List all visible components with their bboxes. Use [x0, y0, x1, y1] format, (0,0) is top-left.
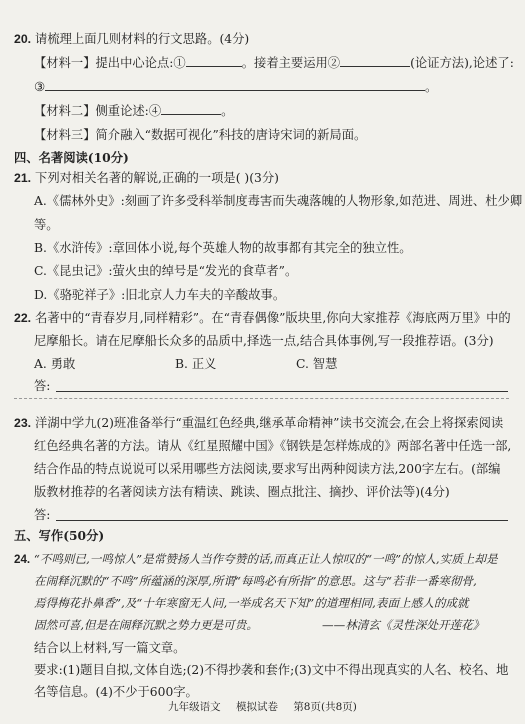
q21-option-b: B.《水浒传》:章回体小说,每个英雄人物的故事都有其完全的独立性。	[34, 241, 412, 255]
page-footer	[0, 699, 525, 714]
q20-m1-part-d: ③	[34, 80, 46, 94]
dashed-divider	[14, 398, 509, 399]
section-4-heading: 四、名著阅读(10分)	[14, 150, 129, 165]
q24-task: 结合以上材料,写一篇文章。	[34, 641, 186, 655]
q23-text-1: 洋湖中学九(2)班准备举行“重温红色经典,继承革命精神”读书交流会,在会上将探索阅读	[35, 416, 504, 430]
q24-quote-4: 固然可喜,但是在闹释沉默之势力更是可贵。	[34, 618, 258, 632]
answer-blank-1[interactable]	[186, 55, 242, 67]
q21-number: 21.	[14, 171, 32, 185]
q23-number: 23.	[14, 416, 32, 430]
q20-material1-cont	[34, 79, 437, 95]
footer-subject: 九年级语文	[168, 701, 221, 713]
q22-option-c: C. 智慧	[296, 357, 338, 371]
q24-requirements-2: 名等信息。(4)不少于600字。	[34, 685, 198, 699]
q22-number: 22.	[14, 311, 32, 325]
q20-m1-part-b: 。接着主要运用②	[241, 56, 341, 70]
q24-quote-3: 焉得梅花扑鼻香”,及“十年寒窗无人问,一举成名天下知”的道理相同,表面上感人的成就	[34, 596, 469, 610]
q24-quote-text-1: “不鸣则已,一鸣惊人”是常赞扬人当作夸赞的话,而真正让人惊叹的“一鸣”的惊人,实质上却是	[33, 552, 498, 566]
section-5-heading: 五、写作(50分)	[14, 528, 105, 543]
q21-option-a-cont: 等。	[34, 218, 59, 232]
q22-text-1: 名著中的“青春岁月,同样精彩”。在“青春偶像”版块里,你向大家推荐《海底两万里》中的	[35, 311, 511, 325]
answer-blank-4[interactable]	[161, 103, 221, 115]
q23-answer-label: 答:	[34, 508, 51, 522]
q22-line-1	[14, 310, 511, 326]
q24-number: 24.	[14, 553, 31, 566]
q22-option-a: A. 勇敢	[34, 357, 76, 371]
q20-text: 请梳理上面几则材料的行文思路。(4分)	[35, 32, 250, 46]
footer-page-number: 第8页(共8页)	[293, 701, 357, 713]
footer-exam-type: 模拟试卷	[235, 701, 278, 713]
q22-answer-label: 答:	[34, 379, 51, 393]
q23-answer-line[interactable]	[56, 520, 508, 521]
q23-line-1	[14, 415, 503, 431]
q21-prompt	[14, 170, 279, 186]
q20-material3: 【材料三】简介融入“数据可视化”科技的唐诗宋词的新局面。	[34, 128, 367, 142]
q20-m1-part-a: 【材料一】提出中心论点:①	[34, 56, 186, 70]
q20-m1-part-c: (论证方法),论述了:	[410, 56, 514, 70]
q20-material1	[34, 55, 514, 71]
q20-m2-part-b: 。	[221, 104, 234, 118]
q21-option-a: A.《儒林外史》:刻画了许多受科举制度毒害而失魂落魄的人物形象,如范进、周进、杜少卿	[34, 194, 523, 208]
q24-quote-2: 在闹释沉默的“不鸣”所蕴涵的深厚,所谓“每鸣必有所指”的意思。这与“若非一番寒彻骨,	[34, 574, 477, 588]
q22-line-2: 尼摩船长。请在尼摩船长众多的品质中,择选一点,结合具体事例,写一段推荐语。(3分)	[34, 334, 494, 348]
q21-option-c: C.《昆虫记》:萤火虫的绰号是“发光的食草者”。	[34, 264, 298, 278]
q23-line-2: 红色经典名著的方法。请从《红星照耀中国》《钢铁是怎样炼成的》两部名著中任选一部,	[34, 439, 512, 453]
q20-prompt	[14, 31, 249, 47]
q24-quote-1	[14, 551, 498, 568]
q24-requirements-1: 要求:(1)题目自拟,文体自选;(2)不得抄袭和套作;(3)文中不得出现真实的人名、校名、地	[34, 663, 509, 677]
q20-number: 20.	[14, 32, 32, 46]
q24-quote-source: ——林清玄《灵性深处开莲花》	[322, 618, 485, 632]
q23-line-3: 结合作品的特点说说可以采用哪些方法阅读,要求写出两种阅读方法,200字左右。(部编	[34, 462, 501, 476]
q21-option-d: D.《骆驼祥子》:旧北京人力车夫的辛酸故事。	[34, 288, 286, 302]
q22-option-b: B. 正义	[175, 357, 217, 371]
q21-text: 下列对相关名著的解说,正确的一项是( )(3分)	[35, 171, 279, 185]
q22-answer-line[interactable]	[56, 391, 508, 392]
answer-blank-3[interactable]	[45, 79, 425, 91]
q20-m2-part-a: 【材料二】侧重论述:④	[34, 104, 162, 118]
q20-material2	[34, 103, 233, 119]
q23-line-4: 版教材推荐的名著阅读方法有精读、跳读、圈点批注、摘抄、评价法等)(4分)	[34, 485, 450, 499]
q20-m1-part-e: 。	[425, 80, 438, 94]
answer-blank-2[interactable]	[340, 55, 410, 67]
